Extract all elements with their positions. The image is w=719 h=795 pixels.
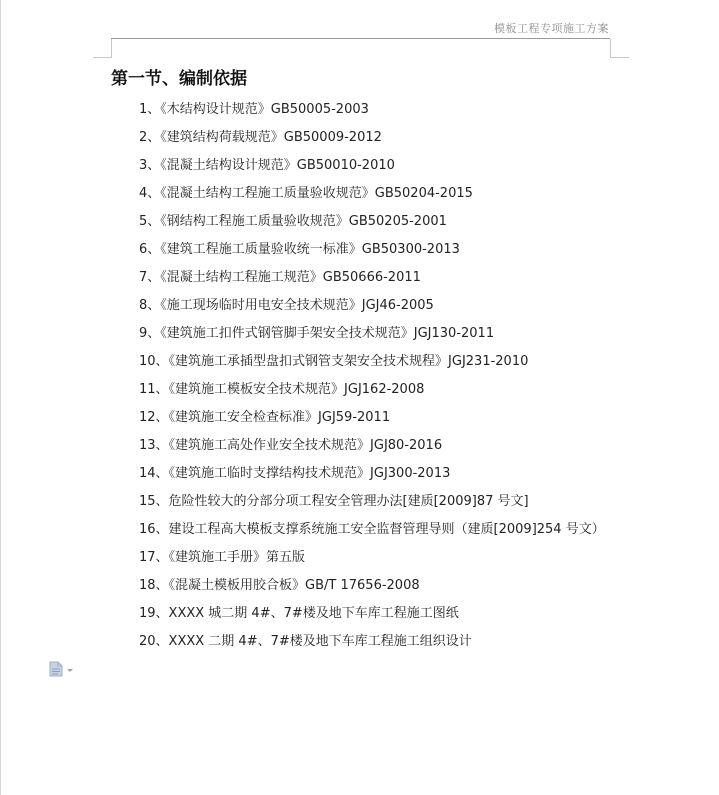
reference-item: 6、《建筑工程施工质量验收统一标准》GB50300-2013 bbox=[139, 242, 460, 257]
margin-corner-mark-right bbox=[610, 39, 629, 58]
document-options-icon[interactable] bbox=[48, 661, 76, 677]
reference-item: 12、《建筑施工安全检查标准》JGJ59-2011 bbox=[139, 410, 391, 425]
page-header-title: 模板工程专项施工方案 bbox=[494, 22, 609, 35]
reference-item: 8、《施工现场临时用电安全技术规范》JGJ46-2005 bbox=[139, 298, 434, 313]
reference-item: 1、《木结构设计规范》GB50005-2003 bbox=[139, 102, 369, 117]
reference-item: 18、《混凝土模板用胶合板》GB/T 17656-2008 bbox=[139, 578, 420, 593]
reference-item: 16、建设工程高大模板支撑系统施工安全监督管理导则（建质[2009]254 号文） bbox=[139, 522, 605, 537]
reference-item: 17、《建筑施工手册》第五版 bbox=[139, 550, 306, 565]
reference-list bbox=[111, 96, 610, 656]
reference-item: 19、XXXX 城二期 4#、7#楼及地下车库工程施工图纸 bbox=[139, 606, 459, 621]
reference-item: 9、《建筑施工扣件式钢管脚手架安全技术规范》JGJ130-2011 bbox=[139, 326, 495, 341]
reference-item: 14、《建筑施工临时支撑结构技术规范》JGJ300-2013 bbox=[139, 466, 451, 481]
reference-item: 15、危险性较大的分部分项工程安全管理办法[建质[2009]87 号文] bbox=[139, 494, 529, 509]
margin-corner-mark-left bbox=[93, 39, 112, 58]
section-title: 第一节、编制依据 bbox=[111, 69, 247, 89]
reference-item: 5、《钢结构工程施工质量验收规范》GB50205-2001 bbox=[139, 214, 447, 229]
reference-item: 4、《混凝土结构工程施工质量验收规范》GB50204-2015 bbox=[139, 186, 473, 201]
reference-item: 11、《建筑施工模板安全技术规范》JGJ162-2008 bbox=[139, 382, 425, 397]
reference-item: 3、《混凝土结构设计规范》GB50010-2010 bbox=[139, 158, 395, 173]
reference-item: 7、《混凝土结构工程施工规范》GB50666-2011 bbox=[139, 270, 421, 285]
reference-item: 20、XXXX 二期 4#、7#楼及地下车库工程施工组织设计 bbox=[139, 634, 472, 649]
header-rule bbox=[111, 38, 610, 39]
reference-item: 2、《建筑结构荷载规范》GB50009-2012 bbox=[139, 130, 382, 145]
reference-item: 13、《建筑施工高处作业安全技术规范》JGJ80-2016 bbox=[139, 438, 443, 453]
reference-item: 10、《建筑施工承插型盘扣式钢管支架安全技术规程》JGJ231-2010 bbox=[139, 354, 529, 369]
